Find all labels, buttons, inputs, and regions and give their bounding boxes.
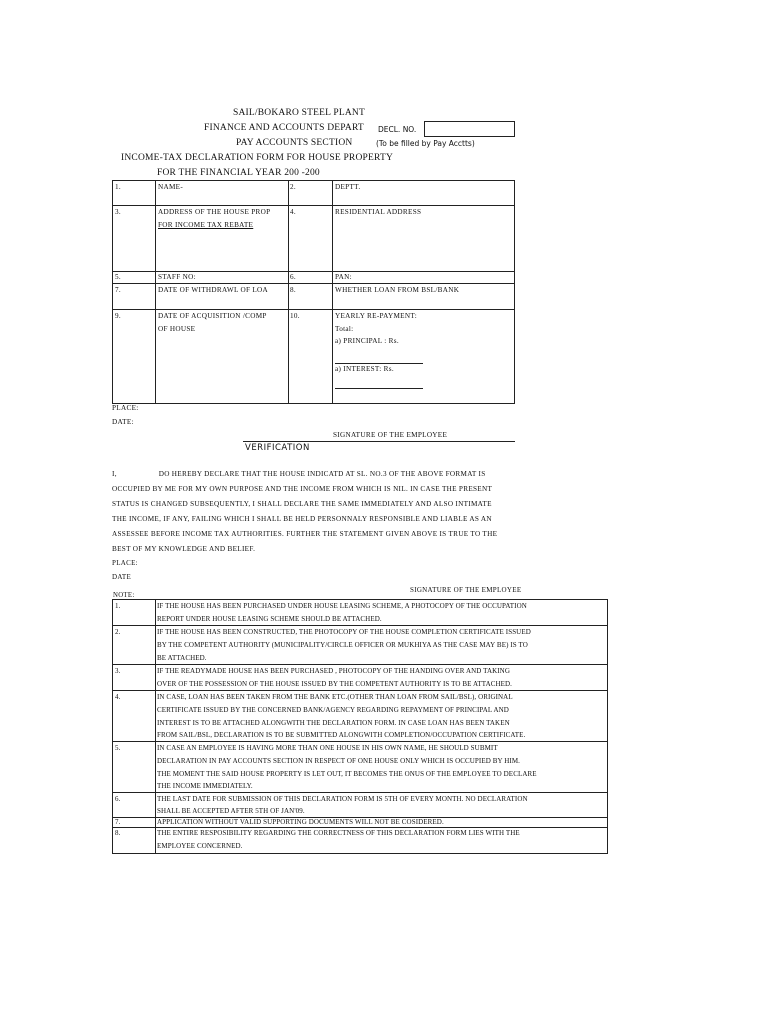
interest-label: a) INTEREST: Rs.	[335, 365, 394, 373]
field-6-number: 6.	[290, 273, 296, 281]
note-8-number: 8.	[115, 829, 121, 837]
verification-date-label: DATE	[112, 573, 132, 581]
total-label: Total:	[335, 325, 354, 333]
note-2-line-1: IF THE HOUSE HAS BEEN CONSTRUCTED, THE PHOTOCOPY OF THE HOUSE COMPLETION CERTIFICATE ISSUED	[157, 628, 531, 636]
field-9-number: 9.	[115, 312, 121, 320]
field-5-number: 5.	[115, 273, 121, 281]
staff-no-label: STAFF NO:	[158, 273, 196, 281]
verification-line-3: STATUS IS CHANGED SUBSEQUENTLY, I SHALL DECLARE THE SAME IMMEDIATELY AND ALSO INTIMATE	[112, 500, 492, 508]
verification-line-4: THE INCOME, IF ANY, FAILING WHICH I SHALL BE HELD PERSONNALY RESPONSIBLE AND LIABLE AS AN	[112, 515, 492, 523]
loan-withdrawal-label: DATE OF WITHDRAWL OF LOA	[158, 286, 269, 294]
acquisition-date-label: DATE OF ACQUISITION /COMP	[158, 312, 267, 320]
house-address-label: ADDRESS OF THE HOUSE PROP	[158, 208, 271, 216]
verification-signature-label: SIGNATURE OF THE EMPLOYEE	[410, 586, 522, 594]
note-1-line-2: REPORT UNDER HOUSE LEASING SCHEME SHOULD BE ATTACHED.	[157, 614, 382, 623]
pan-label: PAN:	[335, 273, 352, 281]
fill-note: (To be filled by Pay Acctts)	[376, 139, 475, 148]
note-3-line-1: IF THE READYMADE HOUSE HAS BEEN PURCHASED , PHOTOCOPY OF THE HANDING OVER AND TAKING	[157, 667, 510, 675]
note-4-line-2: CERTIFICATE ISSUED BY THE CONCERNED BANK/AGENCY REGARDING REPAYMENT OF PRINCIPAL AND	[157, 705, 509, 714]
note-2-line-2: BY THE COMPETENT AUTHORITY (MUNICIPALITY/CIRCLE OFFICER OR MUKHIYA AS THE CASE MAY BE) IS TO	[157, 640, 528, 649]
note-2-number: 2.	[115, 628, 121, 636]
principal-line	[335, 363, 423, 364]
acquisition-date-sublabel: OF HOUSE	[158, 325, 196, 333]
verification-line-1: I, DO HEREBY DECLARE THAT THE HOUSE INDICATD AT SL. NO.3 OF THE ABOVE FORMAT IS	[112, 470, 486, 478]
field-10-number: 10.	[290, 312, 300, 320]
department-label: DEPTT.	[335, 183, 361, 191]
place-label: PLACE:	[112, 404, 139, 412]
note-3-number: 3.	[115, 667, 121, 675]
org-name: SAIL/BOKARO STEEL PLANT	[233, 108, 365, 118]
note-5-line-3: THE MOMENT THE SAID HOUSE PROPERTY IS LET OUT, IT BECOMES THE ONUS OF THE EMPLOYEE TO DECLARE	[157, 769, 537, 778]
note-4-line-1: IN CASE, LOAN HAS BEEN TAKEN FROM THE BANK ETC.(OTHER THAN LOAN FROM SAIL/BSL), ORIGINAL	[157, 693, 513, 701]
financial-year: FOR THE FINANCIAL YEAR 200 -200	[157, 168, 320, 178]
field-1-number: 1.	[115, 183, 121, 191]
signature-divider	[243, 441, 515, 442]
interest-line	[335, 388, 423, 389]
note-7-number: 7.	[115, 818, 121, 826]
yearly-repayment-label: YEARLY RE-PAYMENT:	[335, 312, 417, 320]
note-5-line-2: DECLARATION IN PAY ACCOUNTS SECTION IN RESPECT OF ONE HOUSE ONLY WHICH IS OCCUPIED BY HIM.	[157, 756, 520, 765]
verification-line-2: OCCUPIED BY ME FOR MY OWN PURPOSE AND THE INCOME FROM WHICH IS NIL. IN CASE THE PRESENT	[112, 485, 493, 493]
verification-place-label: PLACE:	[112, 559, 138, 567]
note-5-line-4: THE INCOME IMMEDIATELY.	[157, 782, 253, 791]
date-label: DATE:	[112, 418, 134, 426]
note-8-line-1: THE ENTIRE RESPOSIBILITY REGARDING THE CORRECTNESS OF THIS DECLARATION FORM LIES WITH THE	[157, 829, 520, 837]
note-8-line-2: EMPLOYEE CONCERNED.	[157, 841, 243, 850]
note-6-line-2: SHALL BE ACCEPTED AFTER 5TH OF JAN'09.	[157, 807, 305, 815]
note-4-number: 4.	[115, 693, 121, 701]
field-7-number: 7.	[115, 286, 121, 294]
note-6-line-1: THE LAST DATE FOR SUBMISSION OF THIS DECLARATION FORM IS 5TH OF EVERY MONTH. NO DECLARATION	[157, 795, 528, 803]
employee-signature-label: SIGNATURE OF THE EMPLOYEE	[333, 431, 448, 439]
decl-no-field[interactable]	[424, 121, 515, 137]
house-address-sublabel: FOR INCOME TAX REBATE	[158, 221, 254, 229]
note-1-line-1: IF THE HOUSE HAS BEEN PURCHASED UNDER HOUSE LEASING SCHEME, A PHOTOCOPY OF THE OCCUPATION	[157, 602, 527, 610]
note-4-line-4: FROM SAIL/BSL, DECLARATION IS TO BE SUBMITTED ALONGWITH COMPLETION/OCCUPATION CERTIFICATE.	[157, 731, 526, 740]
residential-address-label: RESIDENTIAL ADDRESS	[335, 208, 422, 216]
field-3-number: 3.	[115, 208, 121, 216]
note-7-line-1: APPLICATION WITHOUT VALID SUPPORTING DOCUMENTS WILL NOT BE COSIDERED.	[157, 818, 444, 826]
department-name: FINANCE AND ACCOUNTS DEPART	[204, 123, 364, 133]
note-4-line-3: INTEREST IS TO BE ATTACHED ALONGWITH THE DECLARATION FORM. IN CASE LOAN HAS BEEN TAKEN	[157, 718, 510, 727]
decl-no-label: DECL. NO.	[378, 125, 417, 134]
field-4-number: 4.	[290, 208, 296, 216]
name-label: NAME-	[158, 183, 184, 191]
field-8-number: 8.	[290, 286, 296, 294]
verification-line-6: BEST OF MY KNOWLEDGE AND BELIEF.	[112, 545, 256, 553]
principal-label: a) PRINCIPAL : Rs.	[335, 337, 399, 345]
note-title: NOTE:	[113, 592, 135, 599]
form-title: INCOME-TAX DECLARATION FORM FOR HOUSE PROPERTY	[121, 153, 394, 163]
note-3-line-2: OVER OF THE POSSESSION OF THE HOUSE ISSUED BY THE COMPETENT AUTHORITY IS TO BE ATTACHED.	[157, 679, 513, 688]
note-5-number: 5.	[115, 744, 121, 752]
loan-source-label: WHETHER LOAN FROM BSL/BANK	[335, 286, 460, 294]
note-5-line-1: IN CASE AN EMPLOYEE IS HAVING MORE THAN ONE HOUSE IN HIS OWN NAME, HE SHOULD SUBMIT	[157, 744, 498, 752]
note-6-number: 6.	[115, 795, 121, 803]
note-2-line-3: BE ATTACHED.	[157, 653, 207, 662]
note-1-number: 1.	[115, 602, 121, 610]
verification-title: VERIFICATION	[245, 443, 310, 453]
section-name: PAY ACCOUNTS SECTION	[236, 138, 353, 148]
field-2-number: 2.	[290, 183, 296, 191]
verification-line-5: ASSESSEE BEFORE INCOME TAX AUTHORITIES. FURTHER THE STATEMENT GIVEN ABOVE IS TRUE TO THE	[112, 530, 498, 538]
